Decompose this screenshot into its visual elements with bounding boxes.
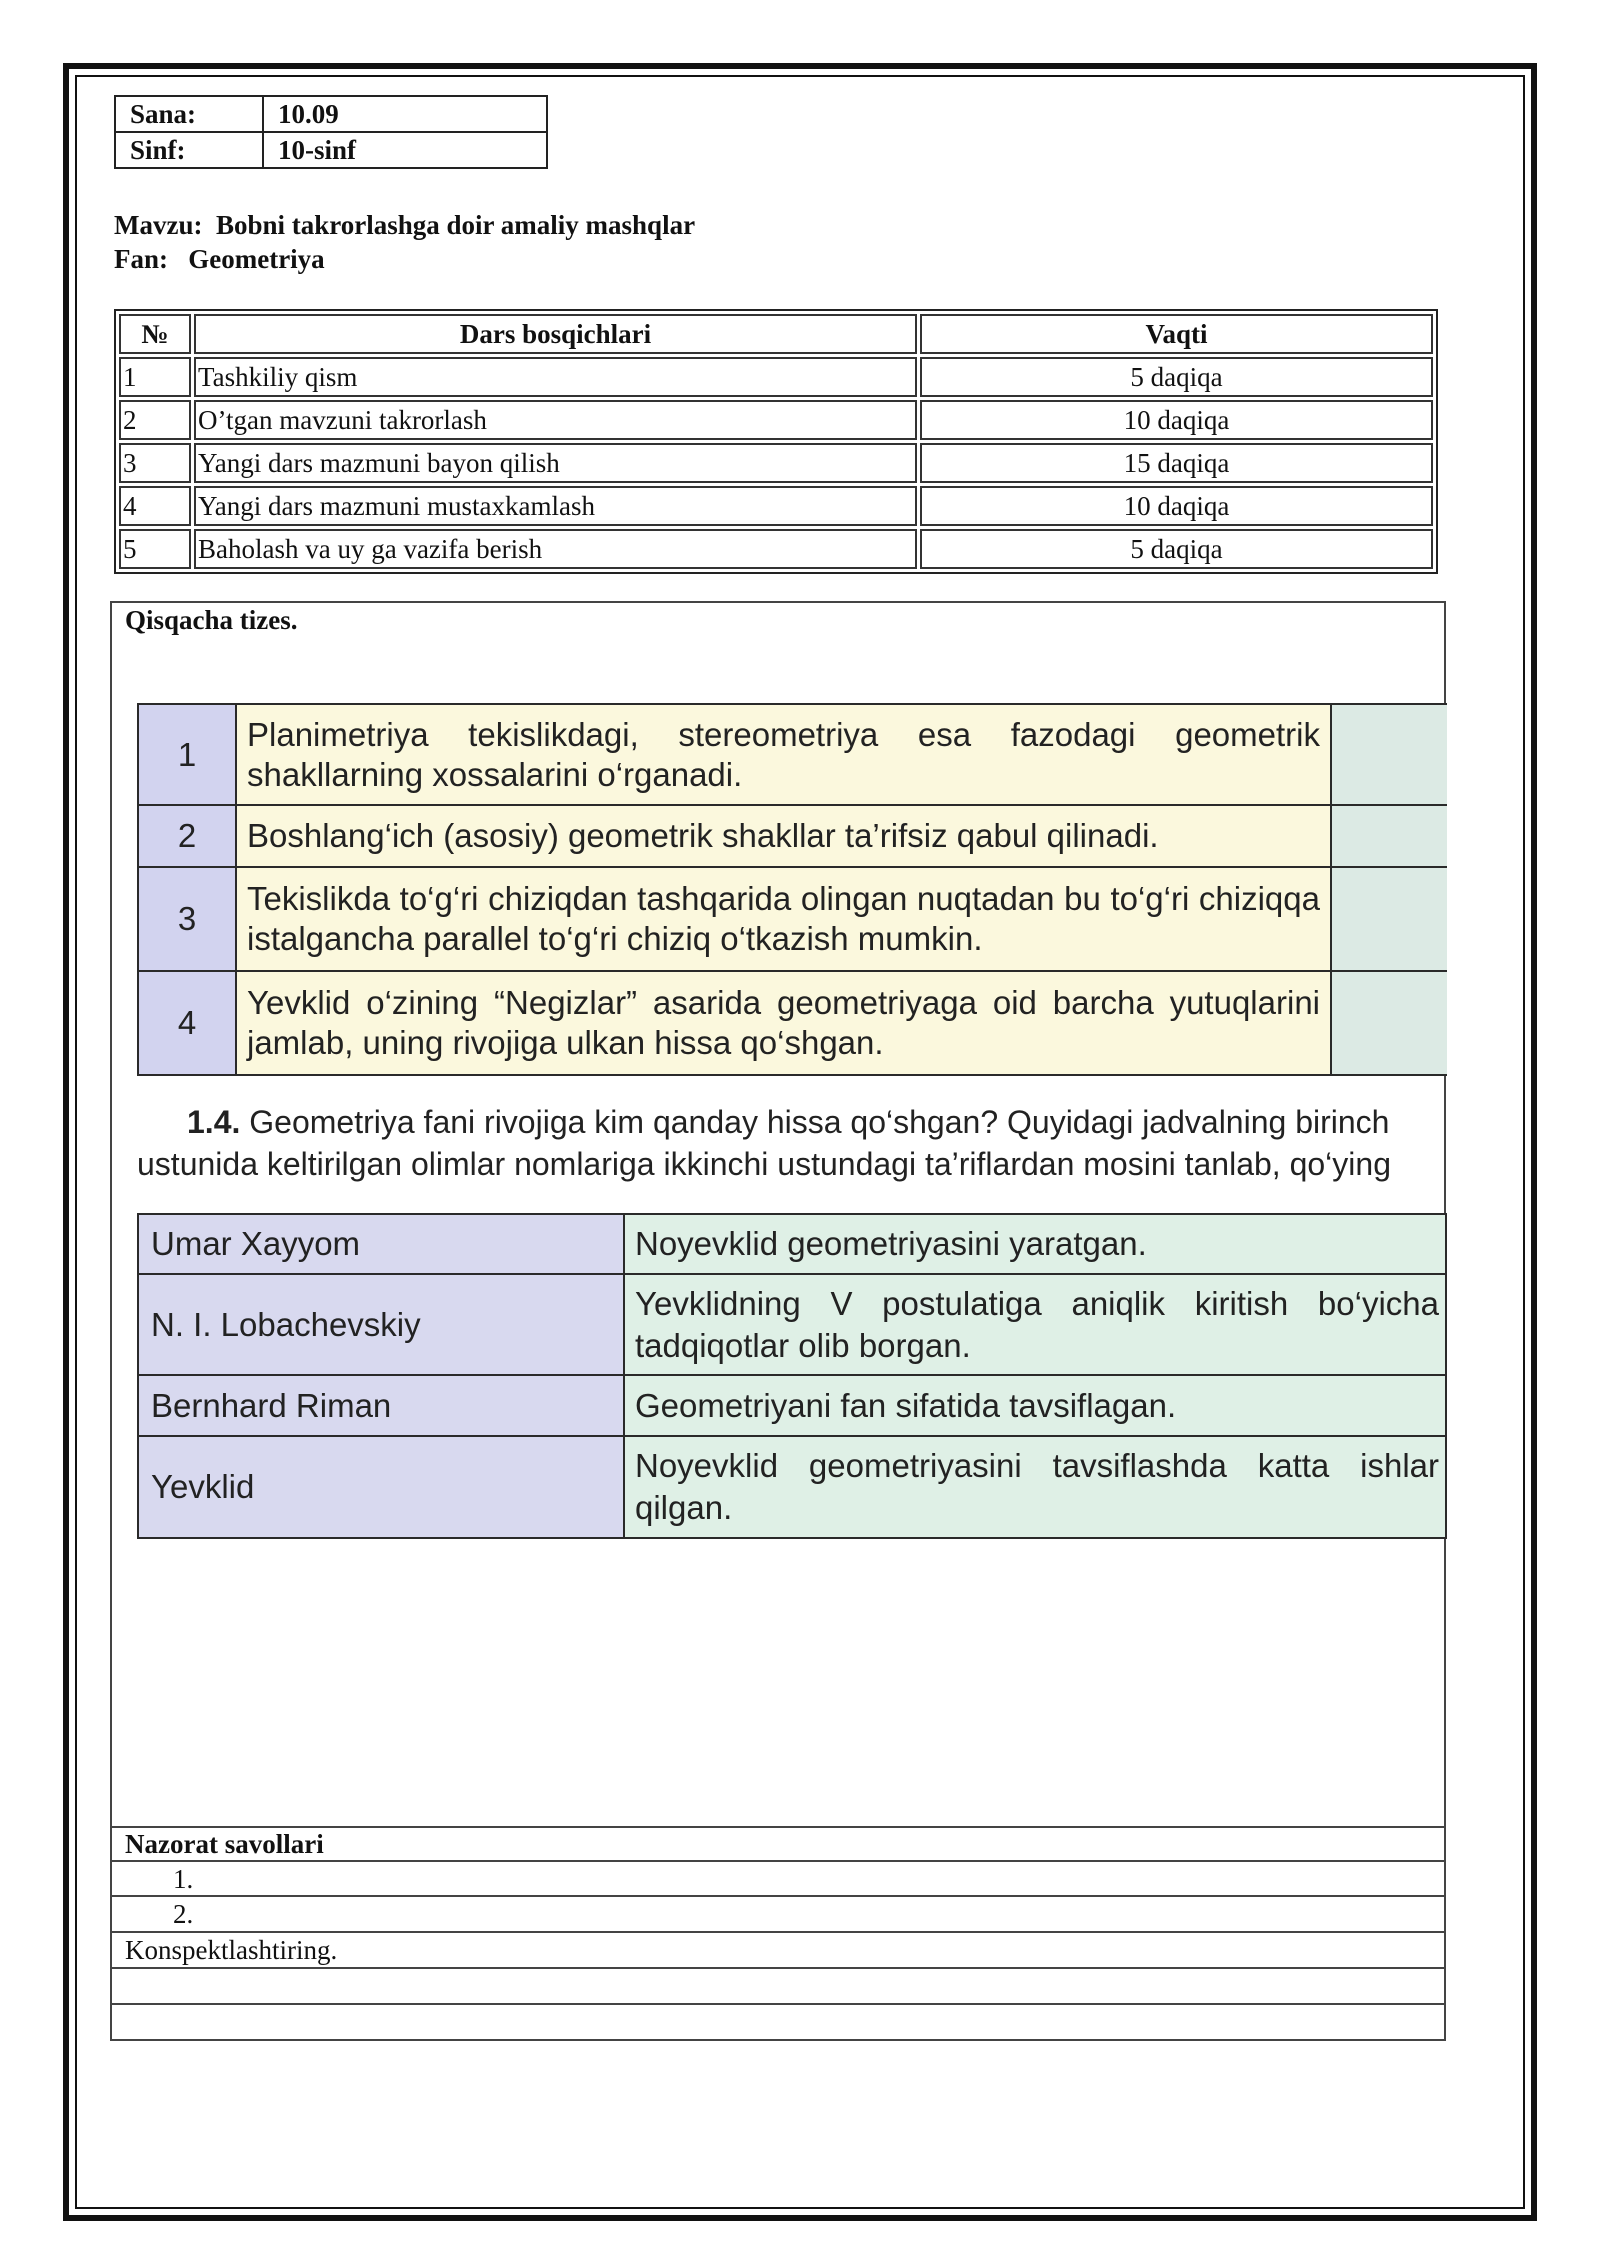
stage-number: 3 bbox=[119, 443, 191, 483]
stage-time: 15 daqiqa bbox=[920, 443, 1433, 483]
stage-number: 1 bbox=[119, 357, 191, 397]
textbook-excerpt bbox=[137, 703, 1447, 1076]
stage-name: Yangi dars mazmuni bayon qilish bbox=[194, 443, 917, 483]
statement-row bbox=[138, 867, 1447, 971]
summary-instruction: Konspektlashtiring. bbox=[125, 1935, 338, 1965]
statement-number: 3 bbox=[138, 867, 236, 971]
statement-number: 4 bbox=[138, 971, 236, 1075]
contribution-text: Noyevklid geometriyasini tavsiflashda katta ishlar qilgan. bbox=[624, 1436, 1446, 1538]
answer-cell bbox=[1331, 867, 1447, 971]
exercise-line-1 bbox=[137, 1101, 1447, 1143]
stage-row bbox=[119, 443, 1433, 483]
matching-row bbox=[138, 1436, 1446, 1538]
statement-number: 2 bbox=[138, 805, 236, 867]
date-row bbox=[115, 96, 547, 132]
answer-cell bbox=[1331, 971, 1447, 1075]
matching-row bbox=[138, 1375, 1446, 1436]
topic-value: Bobni takrorlashga doir amaliy mashqlar bbox=[215, 210, 696, 240]
stage-name: Tashkiliy qism bbox=[194, 357, 917, 397]
statement-text: Tekislikda to‘g‘ri chiziqdan tashqarida olingan nuqtadan bu to‘g‘ri chiziqqa istalgancha parallel to‘g‘ri chiziq o‘tkazish mumkin. bbox=[236, 867, 1331, 971]
answer-cell bbox=[1331, 805, 1447, 867]
lesson-stages-table bbox=[114, 309, 1438, 574]
header-number: № bbox=[119, 314, 191, 354]
statement-row bbox=[138, 704, 1447, 805]
divider bbox=[110, 1931, 1446, 1933]
statements-table bbox=[137, 703, 1447, 1076]
stage-number: 2 bbox=[119, 400, 191, 440]
matching-table bbox=[137, 1213, 1447, 1539]
date-label: Sana: bbox=[115, 96, 263, 132]
answer-cell bbox=[1331, 704, 1447, 805]
stage-number: 5 bbox=[119, 529, 191, 569]
scientist-name: Bernhard Riman bbox=[138, 1375, 624, 1436]
matching-row bbox=[138, 1274, 1446, 1375]
stage-name: Baholash va uy ga vazifa berish bbox=[194, 529, 917, 569]
contribution-text: Yevklidning V postulatiga aniqlik kiritish bo‘yicha tadqiqotlar olib borgan. bbox=[624, 1274, 1446, 1375]
divider bbox=[110, 1895, 1446, 1897]
statement-text: Yevklid o‘zining “Negizlar” asarida geometriyaga oid barcha yutuqlarini jamlab, uning rivojiga ulkan hissa qo‘shgan. bbox=[236, 971, 1331, 1075]
stage-row bbox=[119, 357, 1433, 397]
scientist-name: Umar Xayyom bbox=[138, 1214, 624, 1274]
scientist-name: Yevklid bbox=[138, 1436, 624, 1538]
statement-row bbox=[138, 971, 1447, 1075]
stages-header-row bbox=[119, 314, 1433, 354]
stage-time: 5 daqiqa bbox=[920, 529, 1433, 569]
header-stages: Dars bosqichlari bbox=[194, 314, 917, 354]
matching-row bbox=[138, 1214, 1446, 1274]
stage-name: O’tgan mavzuni takrorlash bbox=[194, 400, 917, 440]
stage-name: Yangi dars mazmuni mustaxkamlash bbox=[194, 486, 917, 526]
statement-row bbox=[138, 805, 1447, 867]
question-item: 2. bbox=[173, 1899, 194, 1929]
stage-row bbox=[119, 400, 1433, 440]
stage-number: 4 bbox=[119, 486, 191, 526]
exercise-number: 1.4. bbox=[187, 1104, 241, 1140]
topic-line bbox=[114, 210, 695, 241]
stage-time: 10 daqiqa bbox=[920, 400, 1433, 440]
exercise-text bbox=[137, 1101, 1447, 1185]
class-row bbox=[115, 132, 547, 168]
contribution-text: Noyevklid geometriyasini yaratgan. bbox=[624, 1214, 1446, 1274]
statement-number: 1 bbox=[138, 704, 236, 805]
divider bbox=[110, 1860, 1446, 1862]
divider bbox=[110, 2003, 1446, 2005]
class-value: 10-sinf bbox=[263, 132, 547, 168]
statement-text: Boshlang‘ich (asosiy) geometrik shakllar ta’rifsiz qabul qilinadi. bbox=[236, 805, 1331, 867]
control-questions-title: Nazorat savollari bbox=[125, 1829, 324, 1859]
subject-value: Geometriya bbox=[188, 244, 325, 274]
date-value: 10.09 bbox=[263, 96, 547, 132]
subject-line bbox=[114, 244, 325, 275]
exercise-line-2: ustunida keltirilgan olimlar nomlariga ikkinchi ustundagi ta’riflardan mosini tanlab, qo‘ying bbox=[137, 1146, 1391, 1182]
divider bbox=[110, 1826, 1446, 1828]
exercise-line-1-text: Geometriya fani rivojiga kim qanday hissa qo‘shgan? Quyidagi jadvalning birinch bbox=[249, 1104, 1390, 1140]
contribution-text: Geometriyani fan sifatida tavsiflagan. bbox=[624, 1375, 1446, 1436]
header-time: Vaqti bbox=[920, 314, 1433, 354]
stage-row bbox=[119, 529, 1433, 569]
lesson-info-table bbox=[114, 95, 548, 169]
question-item: 1. bbox=[173, 1864, 194, 1894]
stage-time: 5 daqiqa bbox=[920, 357, 1433, 397]
subject-label: Fan: bbox=[114, 244, 168, 274]
statement-text: Planimetriya tekislikdagi, stereometriya esa fazodagi geometrik shakllarning xossalarini o‘rganadi. bbox=[236, 704, 1331, 805]
class-label: Sinf: bbox=[115, 132, 263, 168]
topic-label: Mavzu: bbox=[114, 210, 203, 240]
divider bbox=[110, 1967, 1446, 1969]
stage-time: 10 daqiqa bbox=[920, 486, 1433, 526]
stage-row bbox=[119, 486, 1433, 526]
summary-title: Qisqacha tizes. bbox=[125, 605, 298, 635]
scientist-name: N. I. Lobachevskiy bbox=[138, 1274, 624, 1375]
